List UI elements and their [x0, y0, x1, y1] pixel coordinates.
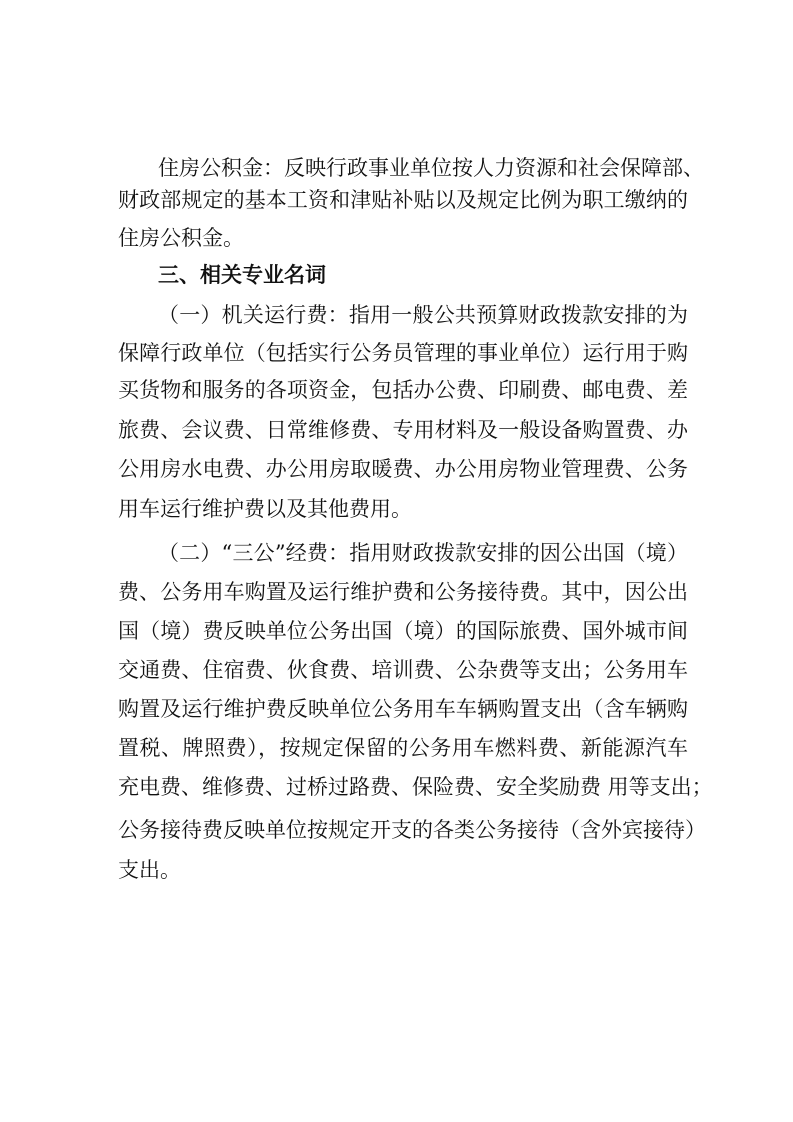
- paragraph-line: 财政部规定的基本工资和津贴补贴以及规定比例为职工缴纳的: [118, 188, 688, 212]
- paragraph-line: （二）“三公”经费：指用财政拨款安排的因公出国（境）: [158, 541, 688, 565]
- paragraph-line: （一）机关运行费：指用一般公共预算财政拨款安排的为: [158, 303, 688, 327]
- paragraph-line: 买货物和服务的各项资金，包括办公费、印刷费、邮电费、差: [118, 378, 688, 402]
- paragraph-line: 费、公务用车购置及运行维护费和公务接待费。其中，因公出: [118, 580, 688, 604]
- paragraph-line: 置税、牌照费），按规定保留的公务用车燃料费、新能源汽车: [118, 736, 688, 760]
- paragraph-line: 住房公积金。: [118, 226, 244, 250]
- paragraph-line: 旅费、会议费、日常维修费、专用材料及一般设备购置费、办: [118, 418, 688, 442]
- paragraph-line: 购置及运行维护费反映单位公务用车车辆购置支出（含车辆购: [118, 697, 688, 721]
- paragraph-line: 支出。: [118, 858, 181, 882]
- paragraph-line: 充电费、维修费、过桥过路费、保险费、安全奖励费 用等支出；: [118, 775, 713, 799]
- paragraph-line: 保障行政单位（包括实行公务员管理的事业单位）运行用于购: [118, 341, 688, 365]
- paragraph-line: 公务接待费反映单位按规定开支的各类公务接待（含外宾接待）: [118, 818, 706, 842]
- section-heading: 三、相关专业名词: [158, 263, 326, 287]
- paragraph-line: 公用房水电费、办公用房取暖费、办公用房物业管理费、公务: [118, 457, 688, 481]
- paragraph-line: 国（境）费反映单位公务出国（境）的国际旅费、国外城市间: [118, 619, 688, 643]
- paragraph-line: 住房公积金：反映行政事业单位按人力资源和社会保障部、: [158, 156, 704, 180]
- paragraph-line: 用车运行维护费以及其他费用。: [118, 497, 412, 521]
- paragraph-line: 交通费、住宿费、伙食费、培训费、公杂费等支出；公务用车: [118, 658, 688, 682]
